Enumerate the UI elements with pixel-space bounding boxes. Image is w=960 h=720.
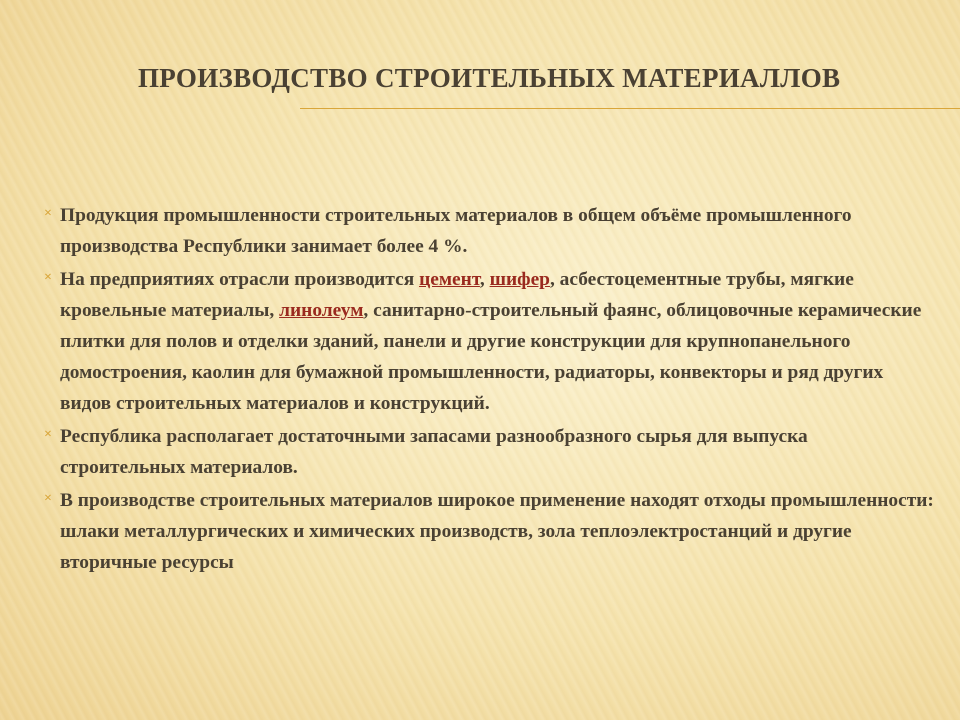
bullet-text-end: , санитарно-строительный фаянс, облицовочные керамические плитки для полов и отделки зданий, панели и другие конструкции для крупнопанельного домостроения, каолин для бумажной промышленности, радиаторы, конвекторы и ряд других видов строительных материалов и конструкций. — [60, 300, 922, 414]
link-linoleum[interactable]: линолеум — [279, 300, 364, 321]
bullet-text-middle: , асбестоцементные трубы, мягкие кровельные материалы, — [60, 269, 854, 321]
link-cement[interactable]: цемент — [419, 269, 480, 290]
bullet-text-start: На предприятиях отрасли производится — [60, 269, 420, 290]
bullet-text: Республика располагает достаточными запасами разнообразного сырья для выпуска строительных материалов. — [60, 426, 808, 478]
bullet-item-3 — [44, 421, 934, 483]
slide-title: ПРОИЗВОДСТВО СТРОИТЕЛЬНЫХ МАТЕРИАЛЛОВ — [138, 63, 841, 93]
title-divider — [300, 108, 960, 109]
bullet-x-icon: × — [44, 427, 52, 442]
bullet-list — [44, 200, 934, 580]
bullet-text-sep: , — [479, 269, 490, 290]
bullet-item-2 — [44, 264, 934, 419]
link-slate[interactable]: шифер — [489, 269, 550, 290]
bullet-x-icon: × — [44, 206, 52, 221]
bullet-x-icon: × — [44, 491, 52, 506]
bullet-x-icon: × — [44, 270, 52, 285]
bullet-item-1 — [44, 200, 934, 262]
bullet-text: Продукция промышленности строительных материалов в общем объёме промышленного производства Республики занимает более 4 %. — [60, 205, 852, 257]
bullet-item-4 — [44, 485, 934, 578]
bullet-text: В производстве строительных материалов широкое применение находят отходы промышленности: шлаки металлургических и химических производств, зола теплоэлектростанций и другие вторичные ресурсы — [60, 490, 934, 573]
